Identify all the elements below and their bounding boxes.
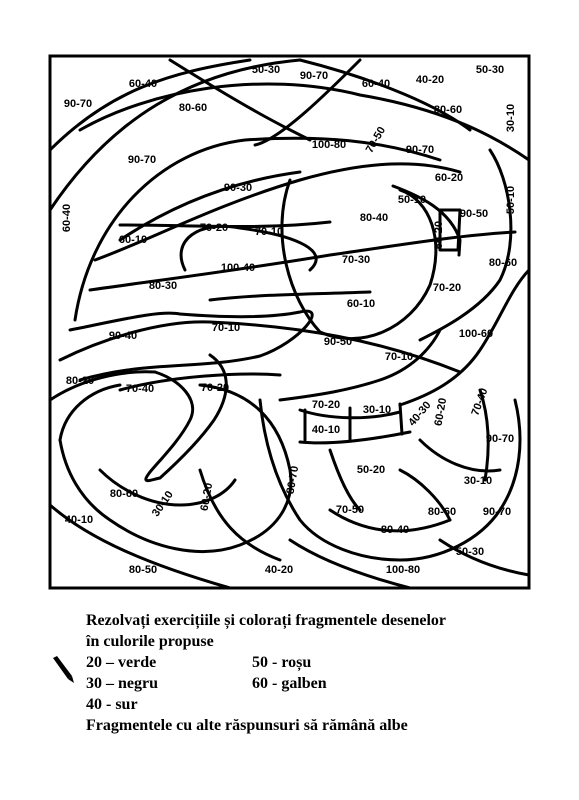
exercise-label: 90-70 bbox=[485, 432, 515, 445]
exercise-label: 40-20 bbox=[415, 73, 445, 86]
exercise-label: 80-60 bbox=[433, 103, 463, 116]
exercise-label: 60-40 bbox=[128, 77, 158, 90]
exercise-label: 40-30 bbox=[406, 399, 434, 429]
exercise-label: 70-20 bbox=[199, 221, 229, 234]
exercise-label: 60-40 bbox=[60, 203, 73, 233]
exercise-label: 80-60 bbox=[427, 505, 457, 518]
instructions-footer: Fragmentele cu alte răspunsuri să rămână albe bbox=[86, 717, 408, 734]
exercise-label: 70-20 bbox=[200, 381, 230, 394]
exercise-label: 100-80 bbox=[385, 563, 421, 576]
exercise-label: 80-40 bbox=[380, 523, 410, 536]
legend-20: 20 – verde bbox=[86, 654, 157, 671]
exercise-label: 90-70 bbox=[299, 69, 329, 82]
exercise-label: 30-10 bbox=[463, 474, 493, 487]
exercise-label: 70-40 bbox=[469, 386, 491, 418]
legend-50: 50 - roșu bbox=[252, 654, 312, 671]
exercise-label: 30-10 bbox=[362, 403, 392, 416]
legend-row-2 bbox=[86, 673, 566, 694]
exercise-label: 50-20 bbox=[356, 463, 386, 476]
exercise-label: 40-10 bbox=[311, 423, 341, 436]
motorcycle-outline bbox=[50, 60, 529, 588]
exercise-label: 90-70 bbox=[405, 143, 435, 156]
exercise-label: 80-60 bbox=[109, 487, 139, 500]
exercise-label: 40-20 bbox=[264, 563, 294, 576]
exercise-label: 60-10 bbox=[346, 297, 376, 310]
exercise-label: 80-50 bbox=[128, 563, 158, 576]
exercise-label: 50-30 bbox=[475, 63, 505, 76]
exercise-label: 80-40 bbox=[359, 211, 389, 224]
exercise-label: 80-70 bbox=[284, 465, 302, 495]
legend-60: 60 - galben bbox=[252, 675, 327, 692]
exercise-label: 40-10 bbox=[64, 513, 94, 526]
exercise-label: 90-40 bbox=[108, 329, 138, 342]
exercise-label: 30-10 bbox=[504, 103, 517, 133]
exercise-label: 90-70 bbox=[63, 97, 93, 110]
exercise-label: 30-10 bbox=[149, 488, 176, 519]
exercise-label: 70-40 bbox=[125, 382, 155, 395]
exercise-label: 50-10 bbox=[397, 193, 427, 206]
exercise-label: 80-60 bbox=[488, 256, 518, 269]
drawing-frame bbox=[50, 56, 529, 588]
exercise-label: 70-10 bbox=[254, 225, 284, 238]
exercise-label: 90-50 bbox=[459, 207, 489, 220]
exercise-label: 90-70 bbox=[127, 153, 157, 166]
exercise-label: 100-80 bbox=[311, 138, 347, 151]
instructions-block bbox=[86, 610, 566, 736]
exercise-label: 60-10 bbox=[118, 233, 148, 246]
exercise-label: 70-30 bbox=[341, 253, 371, 266]
exercise-label: 60-40 bbox=[361, 77, 391, 90]
exercise-label: 70-50 bbox=[335, 503, 365, 516]
exercise-label: 60-20 bbox=[434, 171, 464, 184]
exercise-label: 100-40 bbox=[220, 261, 256, 274]
exercise-label: 60-20 bbox=[432, 220, 445, 250]
exercise-label: 80-20 bbox=[65, 374, 95, 387]
exercise-label: 50-30 bbox=[251, 63, 281, 76]
instructions-line-1: Rezolvați exercițiile și colorați fragmentele desenelor bbox=[86, 612, 447, 629]
exercise-label: 70-10 bbox=[211, 321, 241, 334]
exercise-label: 90-70 bbox=[482, 505, 512, 518]
pencil-icon bbox=[50, 654, 76, 684]
legend-30: 30 – negru bbox=[86, 675, 158, 692]
legend-40: 40 - sur bbox=[86, 696, 138, 713]
exercise-label: 70-50 bbox=[363, 124, 389, 156]
exercise-label: 70-20 bbox=[432, 281, 462, 294]
exercise-label: 100-60 bbox=[458, 327, 494, 340]
exercise-label: 80-30 bbox=[148, 279, 178, 292]
exercise-label: 70-10 bbox=[384, 350, 414, 363]
exercise-label: 80-60 bbox=[178, 101, 208, 114]
exercise-label: 90-30 bbox=[223, 181, 253, 194]
exercise-label: 90-50 bbox=[323, 335, 353, 348]
exercise-label: 60-20 bbox=[432, 397, 450, 427]
instructions-line-2: în culorile propuse bbox=[86, 633, 214, 650]
exercise-label: 60-20 bbox=[198, 482, 216, 512]
exercise-label: 50-10 bbox=[504, 185, 517, 215]
legend-row-1 bbox=[86, 652, 566, 673]
exercise-label: 50-30 bbox=[455, 545, 485, 558]
exercise-label: 70-20 bbox=[311, 398, 341, 411]
